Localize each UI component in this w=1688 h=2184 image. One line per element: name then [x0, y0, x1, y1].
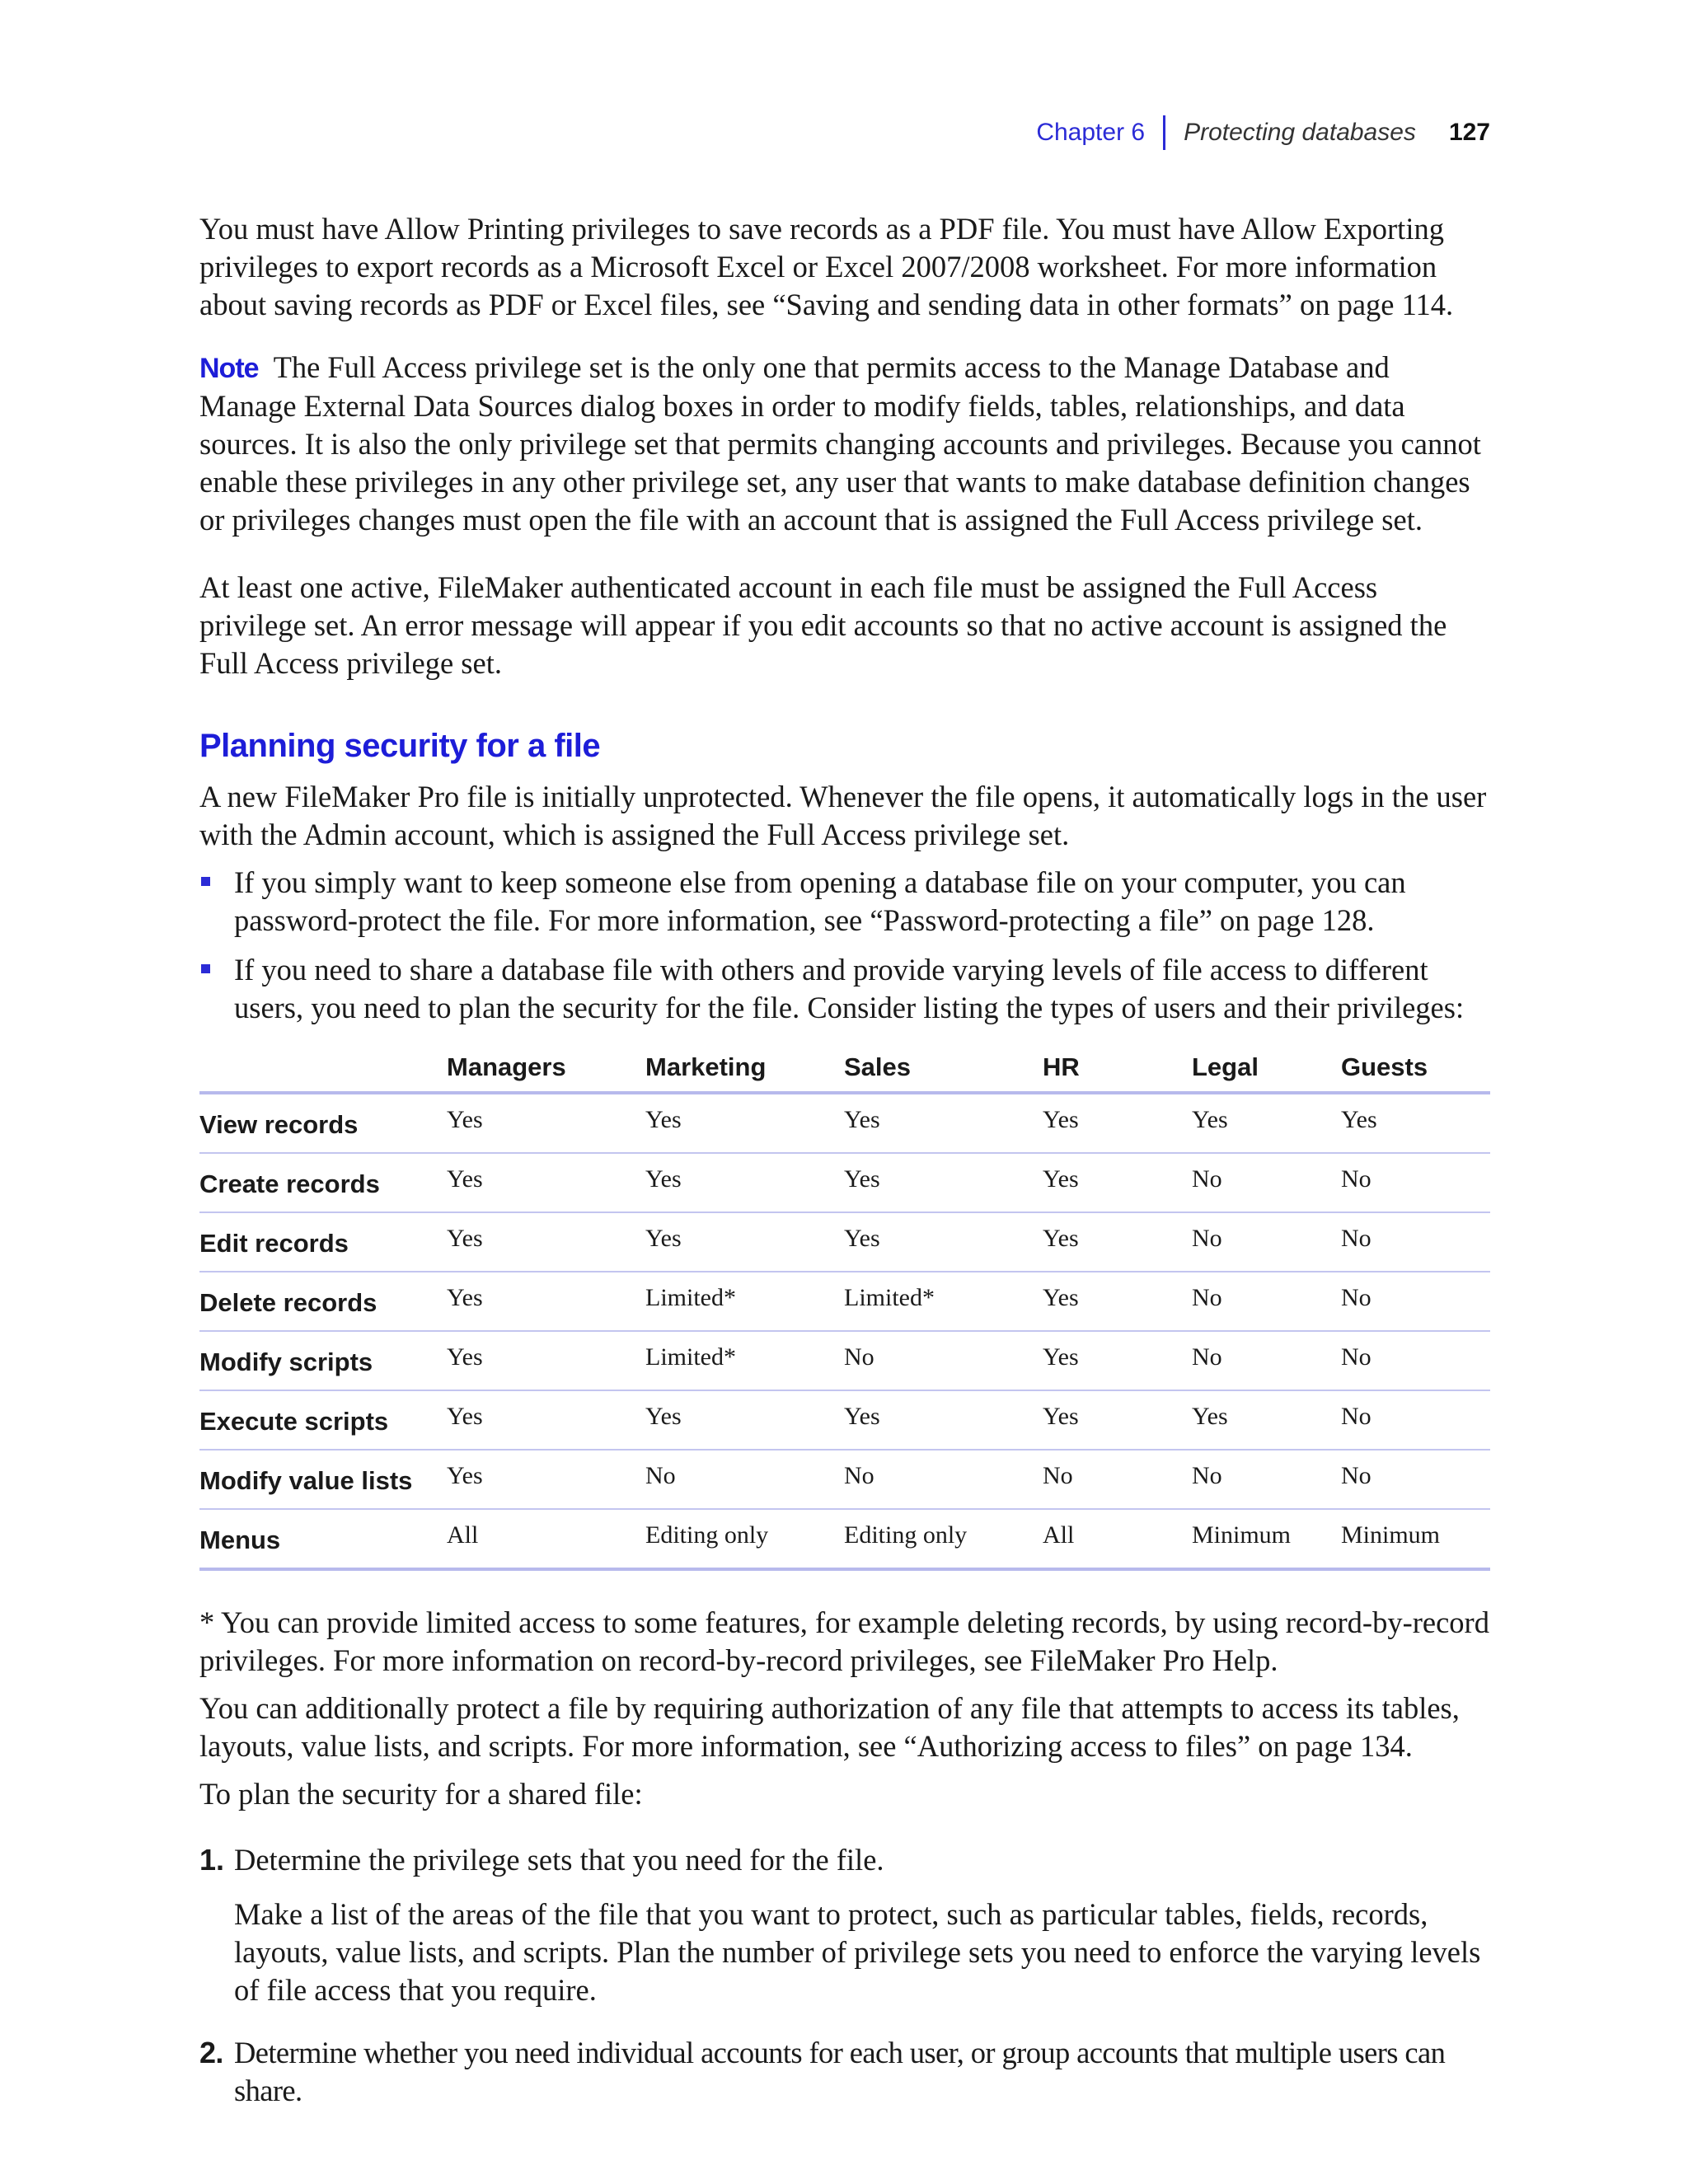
section-title: Protecting databases [1184, 119, 1416, 146]
table-cell: Yes [447, 1390, 645, 1450]
step-text: Determine whether you need individual accounts for each user, or group accounts that multiple users can share. [234, 2036, 1446, 2107]
table-cell: Yes [447, 1450, 645, 1509]
intro-paragraph: You must have Allow Printing privileges to save records as a PDF file. You must have Allow Exporting privileges to export records as a Microsoft Excel or Excel 2007/2008 worksheet. For more information about saving records as PDF or Excel files, see “Saving and sending data in other formats” on page 114. [199, 212, 1454, 321]
table-body [199, 1093, 1490, 1569]
table-cell: No [1341, 1450, 1490, 1509]
table-row [199, 1093, 1490, 1153]
section-lead: A new FileMaker Pro file is initially unprotected. Whenever the file opens, it automatically logs in the user with the Admin account, which is assigned the Full Access privilege set. [199, 780, 1487, 851]
table-cell: Editing only [844, 1509, 1043, 1569]
step-item [199, 2034, 1490, 2110]
table-cell: Yes [1192, 1390, 1341, 1450]
column-header: Legal [1192, 1042, 1341, 1093]
table-cell: No [1043, 1450, 1192, 1509]
row-header: Menus [199, 1509, 447, 1569]
row-header: Modify scripts [199, 1331, 447, 1390]
row-header: Delete records [199, 1272, 447, 1331]
table-cell: Editing only [645, 1509, 844, 1569]
table-cell: No [1192, 1450, 1341, 1509]
note-text: The Full Access privilege set is the only one that permits access to the Manage Database and Manage External Data Sources dialog boxes in order to modify fields, tables, relationships, and data sources. It is also the only privilege set that permits changing accounts and privileges. Because you cannot enable these privileges in any other privilege set, any user that wants to make database definition changes or privileges changes must open the file with an account that is assigned the Full Access privilege set. [199, 350, 1481, 537]
table-cell: Yes [645, 1093, 844, 1153]
table-cell: Limited* [645, 1331, 844, 1390]
table-cell: No [1341, 1272, 1490, 1331]
chapter-label: Chapter 6 [1036, 119, 1146, 146]
table-cell: All [447, 1509, 645, 1569]
table-cell: Yes [447, 1093, 645, 1153]
table-cell: Yes [1043, 1153, 1192, 1212]
table-row [199, 1390, 1490, 1450]
section-heading: Planning security for a file [199, 728, 601, 764]
table-cell: Yes [1043, 1390, 1192, 1450]
table-cell: Yes [1043, 1212, 1192, 1272]
step-item [199, 1841, 1490, 1879]
table-header-row [199, 1042, 1490, 1093]
table-cell: Yes [645, 1212, 844, 1272]
step-number: 1. [199, 1843, 225, 1877]
full-access-paragraph: At least one active, FileMaker authenticated account in each file must be assigned the Full Access privilege set. An error message will appear if you edit accounts so that no active account is assigned the Full Access privilege set. [199, 570, 1447, 680]
table-cell: Yes [1043, 1093, 1192, 1153]
table-cell: No [1341, 1212, 1490, 1272]
table-cell: Yes [1043, 1272, 1192, 1331]
table-cell: No [1192, 1212, 1341, 1272]
table-row [199, 1212, 1490, 1272]
table-cell: Limited* [645, 1272, 844, 1331]
row-header: View records [199, 1093, 447, 1153]
privileges-table [199, 1042, 1490, 1571]
authorization-paragraph: You can additionally protect a file by requiring authorization of any file that attempts to access its tables, layouts, value lists, and scripts. For more information, see “Authorizing access to files” on page 134. [199, 1691, 1460, 1763]
bullet-list [199, 864, 1490, 1027]
table-cell: Minimum [1341, 1509, 1490, 1569]
table-cell: Limited* [844, 1272, 1043, 1331]
table-cell: Yes [645, 1153, 844, 1212]
table-cell: No [1192, 1153, 1341, 1212]
bullet-item [199, 864, 1490, 940]
table-cell: Yes [447, 1153, 645, 1212]
table-cell: Yes [844, 1390, 1043, 1450]
table-cell: Yes [844, 1212, 1043, 1272]
column-header: Sales [844, 1042, 1043, 1093]
note-paragraph [199, 349, 1490, 539]
table-cell: All [1043, 1509, 1192, 1569]
table-cell: Yes [645, 1390, 844, 1450]
table-row [199, 1272, 1490, 1331]
table-cell: No [1341, 1331, 1490, 1390]
page-body [199, 210, 1490, 2110]
table-row [199, 1153, 1490, 1212]
table-cell: No [1341, 1153, 1490, 1212]
row-header: Edit records [199, 1212, 447, 1272]
header-divider [1163, 115, 1165, 150]
column-header: Marketing [645, 1042, 844, 1093]
plan-intro: To plan the security for a shared file: [199, 1777, 643, 1811]
table-cell: No [844, 1450, 1043, 1509]
bullet-item [199, 951, 1490, 1027]
table-cell: No [1192, 1272, 1341, 1331]
note-label: Note [199, 353, 259, 384]
column-header: Managers [447, 1042, 645, 1093]
column-header [199, 1042, 447, 1093]
step-number: 2. [199, 2036, 223, 2069]
square-bullet-icon [201, 964, 210, 973]
column-header: HR [1043, 1042, 1192, 1093]
table-footnote: * You can provide limited access to some features, for example deleting records, by using record-by-record privileges. For more information on record-by-record privileges, see FileMaker Pro Help. [199, 1605, 1489, 1677]
page-number: 127 [1448, 119, 1490, 146]
bullet-text: If you need to share a database file with others and provide varying levels of file access to different users, you need to plan the security for the file. Consider listing the types of users and their privileges: [234, 953, 1465, 1024]
step-detail: Make a list of the areas of the file that you want to protect, such as particular tables, fields, records, layouts, value lists, and scripts. Plan the number of privilege sets you need to enforce the varying levels of file access that you require. [234, 1897, 1481, 2007]
row-header: Modify value lists [199, 1450, 447, 1509]
table-cell: No [645, 1450, 844, 1509]
row-header: Execute scripts [199, 1390, 447, 1450]
steps-list [199, 1841, 1490, 2110]
row-header: Create records [199, 1153, 447, 1212]
page-header [1036, 115, 1490, 150]
table-row [199, 1331, 1490, 1390]
table-row [199, 1450, 1490, 1509]
column-header: Guests [1341, 1042, 1490, 1093]
table-cell: No [1192, 1331, 1341, 1390]
table-cell: Yes [1341, 1093, 1490, 1153]
table-cell: Yes [447, 1212, 645, 1272]
table-cell: Yes [844, 1153, 1043, 1212]
step-text: Determine the privilege sets that you need for the file. [234, 1843, 884, 1877]
table-cell: Yes [1192, 1093, 1341, 1153]
table-cell: No [1341, 1390, 1490, 1450]
table-cell: Yes [844, 1093, 1043, 1153]
table-cell: Yes [447, 1272, 645, 1331]
square-bullet-icon [201, 877, 210, 886]
table-cell: No [844, 1331, 1043, 1390]
table-cell: Yes [447, 1331, 645, 1390]
table-cell: Minimum [1192, 1509, 1341, 1569]
bullet-text: If you simply want to keep someone else from opening a database file on your computer, you can password-protect the file. For more information, see “Password-protecting a file” on page 128. [234, 865, 1406, 937]
table-row [199, 1509, 1490, 1569]
table-cell: Yes [1043, 1331, 1192, 1390]
